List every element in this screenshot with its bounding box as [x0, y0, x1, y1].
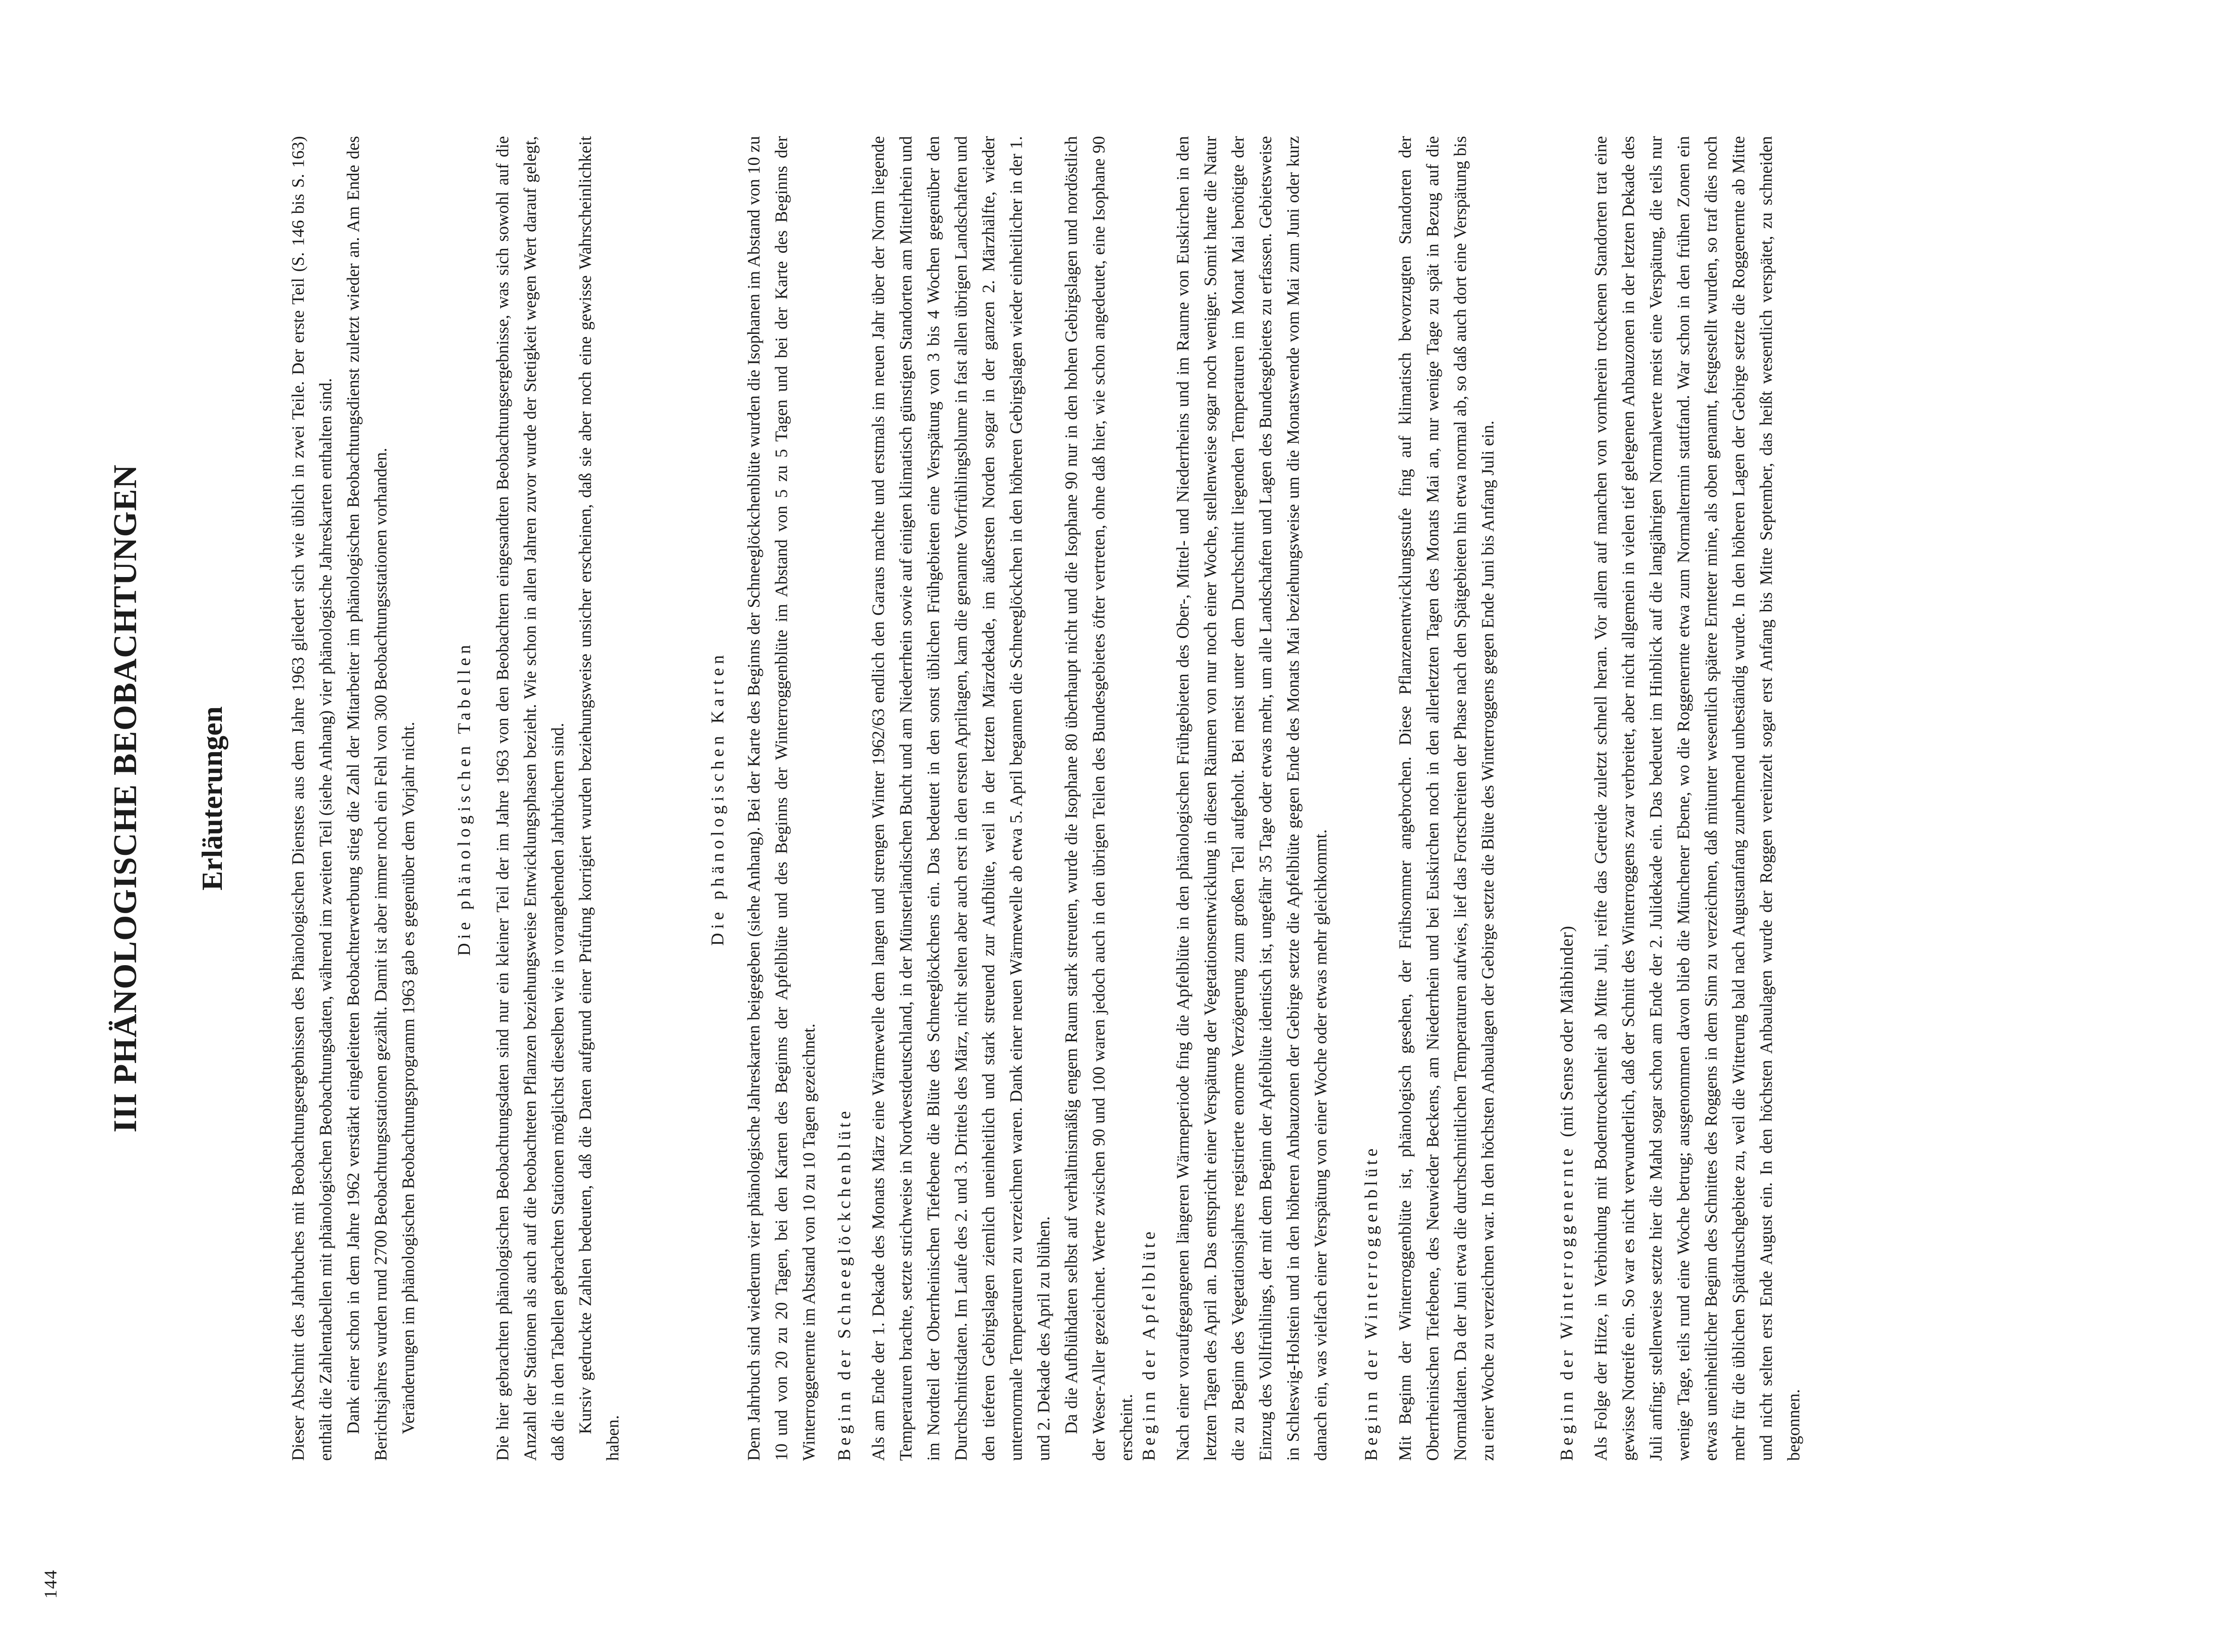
apple-section	[1169, 136, 1335, 1461]
section-title: Erläuterungen	[196, 706, 229, 891]
snowdrop-paragraph: Da die Aufblühdaten selbst auf verhältnismäßig engem Raum stark streuten, wurde die Isophane 80 überhaupt nicht und die Isophane 90 nur in den hohen Gebirgslagen und nordöstlich der Weser-Aller gezeichnet. Werte zwischen 90 und 100 waren jedoch auch in den übrigen Teilen des Bundesgebietes öfter vertreten, ohne daß hier, wie schon angedeutet, eine Isophane 90 erscheint.	[1062, 136, 1136, 1461]
rye-bloom-paragraph: Mit Beginn der Winterroggenblüte ist, phänologisch gesehen, der Frühsommer angebrochen. Diese Pflanzenentwicklungsstufe fing auf klimatisch bevorzugten Standorten der Oberrheinischen Tiefebene, des Neuwieder Beckens, am Niederrhein und bei Euskirchen noch in den allerletzten Tagen des Monats Mai an, nur wenige Tage zu spät in Bezug auf die Normaldaten. Da der Juni etwa die durchschnittlichen Temperaturen aufwies, lief das Fortschreiten der Phase nach den Spätgebieten hin etwa normal ab, so daß auch dort eine Verspätung bis zu einer Woche zu verzeichnen war. In den höchsten Anbaulagen der Gebirge setzte die Blüte des Winterroggens gegen Ende Juni bis Anfang Juli ein.	[1396, 136, 1497, 1461]
maps-heading: Die phänologischen Karten	[707, 651, 727, 946]
maps-paragraph: Dem Jahrbuch sind wiederum vier phänologische Jahreskarten beigegeben (siehe Anhang). Bei der Karte des Beginns der Schneeglöckchenblüte wurden die Isophanen im Abstand von 10 zu 10 und von 20 zu 20 Tagen, bei den Karten des Beginns der Apfelblüte und des Beginns der Winterroggenblüte im Abstand von 5 zu 5 Tagen und bei der Karte des Beginns der Winterroggenernte im Abstand von 10 zu 10 Tagen gezeichnet.	[744, 136, 819, 1461]
rye-harvest-heading	[1556, 926, 1577, 1461]
snowdrop-heading: Beginn der Schneeglöckchenblüte	[834, 1107, 854, 1461]
rye-bloom-section	[1392, 136, 1502, 1461]
intro-paragraph: Veränderungen im phänologischen Beobachtungsprogramm 1963 gab es gegenüber dem Vorjahr nicht.	[399, 722, 418, 1434]
tables-paragraph: Kursiv gedruckte Zahlen bedeuten, daß die Daten aufgrund einer Prüfung korrigiert wurden beziehungsweise unsicher erscheinen, daß sie aber noch eine gewisse Wahrscheinlichkeit haben.	[576, 136, 622, 1461]
intro-paragraph: Dieser Abschnitt des Jahrbuches mit Beobachtungsergebnissen des Phänologischen Dienstes aus dem Jahre 1963 gliedert sich wie üblich in zwei Teile. Der erste Teil (S. 146 bis S. 163) enthält die Zahlentabellen mit phänologischen Beobachtungsdaten, während im zweiten Teil (siehe Anhang) vier phänologische Jahreskarten enthalten sind.	[289, 136, 335, 1461]
tables-heading: Die phänologischen Tabellen	[454, 641, 474, 956]
tables-section	[489, 136, 627, 1461]
intro-paragraph: Dank einer schon in dem Jahre 1962 verstärkt eingeleiteten Beobachterwerbung stieg die Zahl der Mitarbeiter im phänologischen Beobachtungsdienst zuletzt wieder an. Am Ende des Berichtsjahres wurden rund 2700 Beobachtungsstationen gezählt. Damit ist aber immer noch ein Fehl von 300 Beobachtungsstationen vorhanden.	[344, 136, 390, 1461]
apple-heading: Beginn der Apfelblüte	[1139, 1228, 1159, 1461]
rye-harvest-section	[1587, 136, 1808, 1461]
rye-harvest-paragraph: Als Folge der Hitze, in Verbindung mit Bodentrockenheit ab Mitte Juli, reifte das Getreide zuletzt schnell heran. Vor allem auf manchen von vornherein trockenen Standorten trat eine gewisse Notreife ein. So war es nicht verwunderlich, daß der Schnitt des Winterroggens zwar verbreitet, aber nicht allgemein in vielen tief gelegenen Anbauzonen in der letzten Dekade des Juli anfing; stellenweise setzte hier die Mahd sogar schon am Ende der 2. Julidekade ein. Das bedeutet im Hinblick auf die langjährigen Normalwerte meist eine Verspätung, die teils nur wenige Tage, teils rund eine Woche betrug; ausgenommen davon blieb die Münchener Ebene, wo die Roggenernte etwa zum Normaltermin stattfand. War schon in den frühen Zonen ein etwas uneinheitlicher Beginn des Schnittes des Roggens in dem Sinn zu verzeichnen, daß mitunter wesentlich spätere Ernteter mine, als oben genannt, festgestellt wurden, so traf dies noch mehr für die üblichen Spätdruschgebiete zu, weil die Witterung bald nach Augustanfang zunehmend unbeständig wurde. In den höheren Lagen der Gebirge setzte die Roggenernte ab Mitte und nicht selten erst Ende August ein. In den höchsten Anbaulagen wurde der Roggen vereinzelt sogar erst Anfang bis Mitte September, das heißt wesentlich verspätet, zu schneiden begonnen.	[1591, 136, 1803, 1461]
maps-section	[740, 136, 823, 1461]
rye-harvest-heading-note: (mit Sense oder Mähbinder)	[1557, 925, 1577, 1137]
tables-paragraph: Die hier gebrachten phänologischen Beobachtungsdaten sind nur ein kleiner Teil der im Jahre 1963 von den Beobachtern eingesandten Beobachtungsergebnisse, was sich sowohl auf die Anzahl der Stationen als auch auf die beobachteten Pflanzen beziehungsweise Entwicklungsphasen bezieht. Wie schon in allen Jahren zuvor wurde der Stetigkeit wegen Wert darauf gelegt, daß die in den Tabellen gebrachten Stationen möglichst dieselben wie in vorangehenden Jahrbüchern sind.	[493, 136, 567, 1461]
page-number: 144	[40, 1569, 60, 1599]
rye-harvest-heading-text: Beginn der Winterroggenernte	[1557, 1145, 1577, 1461]
apple-paragraph: Nach einer voraufgegangenen längeren Wärmeperiode fing die Apfelblüte in den phänologischen Frühgebieten des Ober-, Mittel- und Niederrheins und im Raume von Euskirchen in den letzten Tagen des April an. Das entspricht einer Verspätung der Vegetationsentwicklung in diesen Räumen von nur noch einer Woche, stellenweise sogar noch weniger. Somit hatte die Natur die zu Beginn des Vegetationsjahres registrierte enorme Verzögerung zum großen Teil aufgeholt. Bei meist unter dem Durchschnitt liegenden Temperaturen im Monat Mai benötigte der Einzug des Vollfrühlings, der mit dem Beginn der Apfelblüte identisch ist, ungefähr 35 Tage oder etwas mehr, um alle Landschaften und Lagen des Bundesgebietes zu erfassen. Gebietsweise in Schleswig-Holstein und in den höheren Anbauzonen der Gebirge setzte die Apfelblüte gegen Ende des Monats Mai beziehungsweise um die Monatswende vom Mai zum Juni oder kurz danach ein, was vielfach einer Verspätung von einer Woche oder etwas mehr gleichkommt.	[1173, 136, 1330, 1461]
snowdrop-paragraph: Als am Ende der 1. Dekade des Monats März eine Wärmewelle dem langen und strengen Winter 1962/63 endlich den Garaus machte und erstmals im neuen Jahr über der Norm liegende Temperaturen brachte, setzte strichweise in Nordwestdeutschland, in der Münsterländischen Bucht und am Niederrhein sowie auf einigen klimatisch günstigen Standorten am Mittelrhein und im Nordteil der Oberrheinischen Tiefebene die Blüte des Schneeglöckchens ein. Das bedeutet in den sonst üblichen Frühgebieten eine Verspätung von 3 bis 4 Wochen gegenüber den Durchschnittsdaten. Im Laufe des 2. und 3. Drittels des März, nicht selten aber auch erst in den ersten Apriltagen, kam die genannte Vorfrühlingsblume in fast allen übrigen Landschaften und den tieferen Gebirgslagen ziemlich uneinheitlich und stark streuend zur Aufblüte, weil in der letzten Märzdekade, im äußersten Norden sogar in der ganzen 2. Märzhälfte, wieder unternormale Temperaturen zu verzeichnen waren. Dank einer neuen Wärmewelle ab etwa 5. April begannen die Schneeglöckchen in den höheren Gebirgslagen wieder einheitlicher in der 1. und 2. Dekade des April zu blühen.	[869, 136, 1053, 1461]
rye-bloom-heading: Beginn der Winterroggenblüte	[1361, 1145, 1381, 1461]
intro-section	[285, 136, 422, 1461]
chapter-title: III PHÄNOLOGISCHE BEOBACHTUNGEN	[107, 464, 144, 1133]
snowdrop-section	[865, 136, 1140, 1461]
